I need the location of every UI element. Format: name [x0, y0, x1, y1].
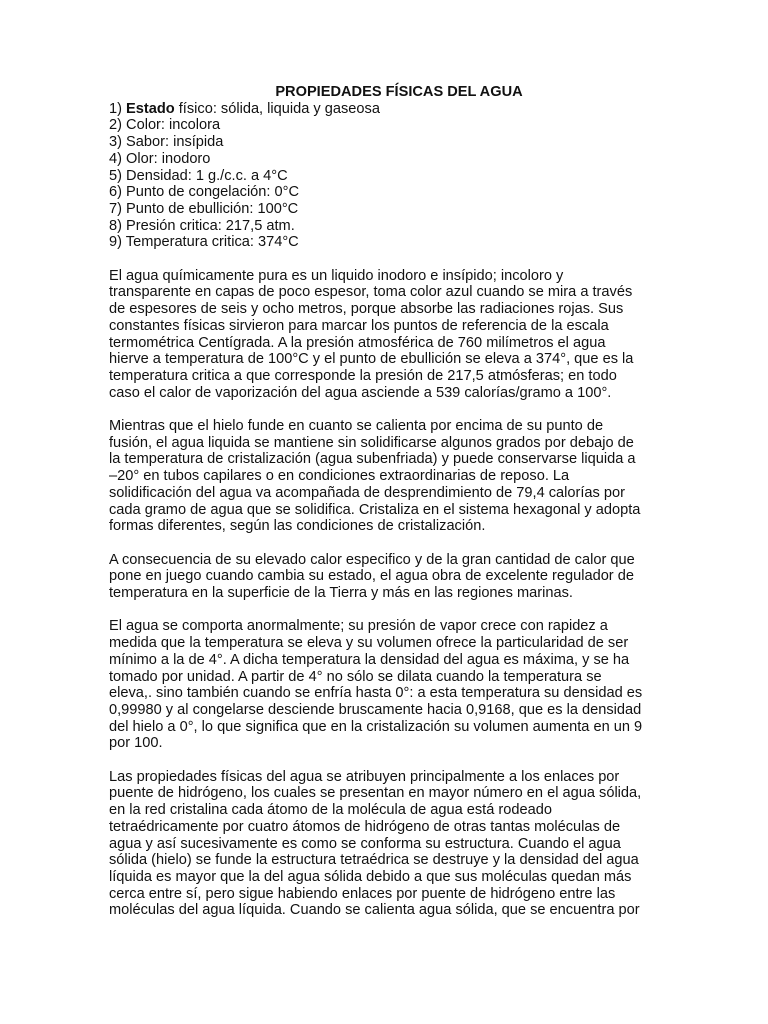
property-number: 6): [109, 184, 122, 201]
property-number: 1): [109, 100, 122, 117]
property-text: Punto de ebullición: 100°C: [126, 200, 299, 217]
paragraph: [109, 418, 669, 535]
paragraph-line: la temperatura de cristalización (agua subenfriada) y puede conservarse liquida a: [109, 451, 636, 468]
paragraph-line: hierve a temperatura de 100°C y el punto de ebullición se eleva a 374°, que es la: [109, 351, 634, 368]
property-number: 5): [109, 167, 122, 184]
paragraph-line: eleva,. sino también cuando se enfría hasta 0°: a esta temperatura su densidad es: [109, 685, 643, 702]
paragraph-line: líquida es mayor que la del agua sólida debido a que sus moléculas quedan más: [109, 868, 632, 885]
property-item: [109, 218, 669, 235]
paragraph-line: agua y así sucesivamente es como se conforma su estructura. Cuando el agua: [109, 835, 621, 852]
paragraph-line: del hielo a 0°, lo que significa que en la cristalización su volumen aumenta en un 9: [109, 718, 643, 735]
property-text: Presión critica: 217,5 atm.: [126, 217, 295, 234]
paragraph-line: cerca entre sí, pero sigue habiendo enlaces por puente de hidrógeno entre las: [109, 885, 616, 902]
property-item: [109, 117, 669, 134]
property-number: 2): [109, 117, 122, 134]
body-paragraphs: [109, 268, 669, 919]
paragraph-line: por 100.: [109, 735, 163, 752]
paragraph-line: en la red cristalina cada átomo de la molécula de agua está rodeado: [109, 802, 552, 819]
paragraph-line: temperatura critica a que corresponde la presión de 217,5 atmósferas; en todo: [109, 367, 617, 384]
property-number: 8): [109, 217, 122, 234]
document-page: [109, 84, 669, 919]
paragraph-line: –20° en tubos capilares o en condiciones extraordinarias de reposo. La: [109, 468, 570, 485]
property-text: físico: sólida, liquida y gaseosa: [174, 100, 380, 117]
paragraph: [109, 769, 669, 919]
paragraph: [109, 552, 669, 602]
paragraph-line: El agua se comporta anormalmente; su presión de vapor crece con rapidez a: [109, 618, 608, 635]
property-bold-term: Estado: [126, 100, 175, 117]
property-text: Densidad: 1 g./c.c. a 4°C: [126, 167, 288, 184]
paragraph-line: cada gramo de agua que se solidifica. Cristaliza en el sistema hexagonal y adopta: [109, 501, 641, 518]
paragraph-line: solidificación del agua va acompañada de desprendimiento de 79,4 calorías por: [109, 484, 625, 501]
property-item: [109, 201, 669, 218]
paragraph: [109, 268, 669, 402]
paragraph-line: de espesores de seis y ocho metros, porque absorbe las radiaciones rojas. Sus: [109, 301, 624, 318]
paragraph-line: formas diferentes, según las condiciones de cristalización.: [109, 518, 486, 535]
paragraph-line: El agua químicamente pura es un liquido inodoro e insípido; incoloro y: [109, 267, 564, 284]
paragraph-line: Las propiedades físicas del agua se atribuyen principalmente a los enlaces por: [109, 768, 620, 785]
paragraph-line: transparente en capas de poco espesor, toma color azul cuando se mira a través: [109, 284, 633, 301]
property-item: [109, 184, 669, 201]
paragraph-line: pone en juego cuando cambia su estado, el agua obra de excelente regulador de: [109, 568, 634, 585]
document-title: PROPIEDADES FÍSICAS DEL AGUA: [275, 84, 523, 100]
paragraph-line: A consecuencia de su elevado calor especifico y de la gran cantidad de calor que: [109, 551, 635, 568]
paragraph-line: tomado por unidad. A partir de 4° no sólo se dilata cuando la temperatura se: [109, 668, 602, 685]
paragraph-line: mínimo a la de 4°. A dicha temperatura la densidad del agua es máxima, y se ha: [109, 651, 630, 668]
paragraph-line: sólida (hielo) se funde la estructura tetraédrica se destruye y la densidad del agua: [109, 852, 639, 869]
property-text: Olor: inodoro: [126, 150, 211, 167]
property-item: [109, 151, 669, 168]
paragraph-line: fusión, el agua liquida se mantiene sin solidificarse algunos grados por debajo de: [109, 434, 634, 451]
paragraph-line: termométrica Centígrada. A la presión atmosférica de 760 milímetros el agua: [109, 334, 606, 351]
property-text: Color: incolora: [126, 117, 221, 134]
property-text: Temperatura critica: 374°C: [125, 234, 299, 251]
paragraph-line: moléculas del agua líquida. Cuando se calienta agua sólida, que se encuentra por: [109, 902, 640, 919]
property-item: [109, 168, 669, 185]
paragraph-line: constantes físicas sirvieron para marcar los puntos de referencia de la escala: [109, 317, 609, 334]
paragraph-line: Mientras que el hielo funde en cuanto se calienta por encima de su punto de: [109, 418, 604, 435]
paragraph-line: 0,99980 y al congelarse desciende bruscamente hacia 0,9168, que es la densidad: [109, 701, 642, 718]
paragraph-line: medida que la temperatura se eleva y su volumen ofrece la particularidad de ser: [109, 635, 629, 652]
paragraph-line: caso el calor de vaporización del agua asciende a 539 calorías/gramo a 100°.: [109, 384, 612, 401]
properties-list: [109, 101, 669, 251]
paragraph: [109, 618, 669, 752]
property-item: [109, 134, 669, 151]
paragraph-line: tetraédricamente por cuatro átomos de hidrógeno de otras tantas moléculas de: [109, 818, 621, 835]
property-number: 3): [109, 134, 122, 151]
property-number: 9): [109, 234, 122, 251]
property-number: 4): [109, 150, 122, 167]
property-text: Sabor: insípida: [126, 134, 224, 151]
paragraph-line: puente de hidrógeno, los cuales se presentan en mayor número en el agua sólida,: [109, 785, 642, 802]
paragraph-line: temperatura en la superficie de la Tierra y más en las regiones marinas.: [109, 585, 573, 602]
property-item: [109, 234, 669, 251]
property-number: 7): [109, 200, 122, 217]
property-item: [109, 101, 669, 118]
property-text: Punto de congelación: 0°C: [126, 184, 300, 201]
